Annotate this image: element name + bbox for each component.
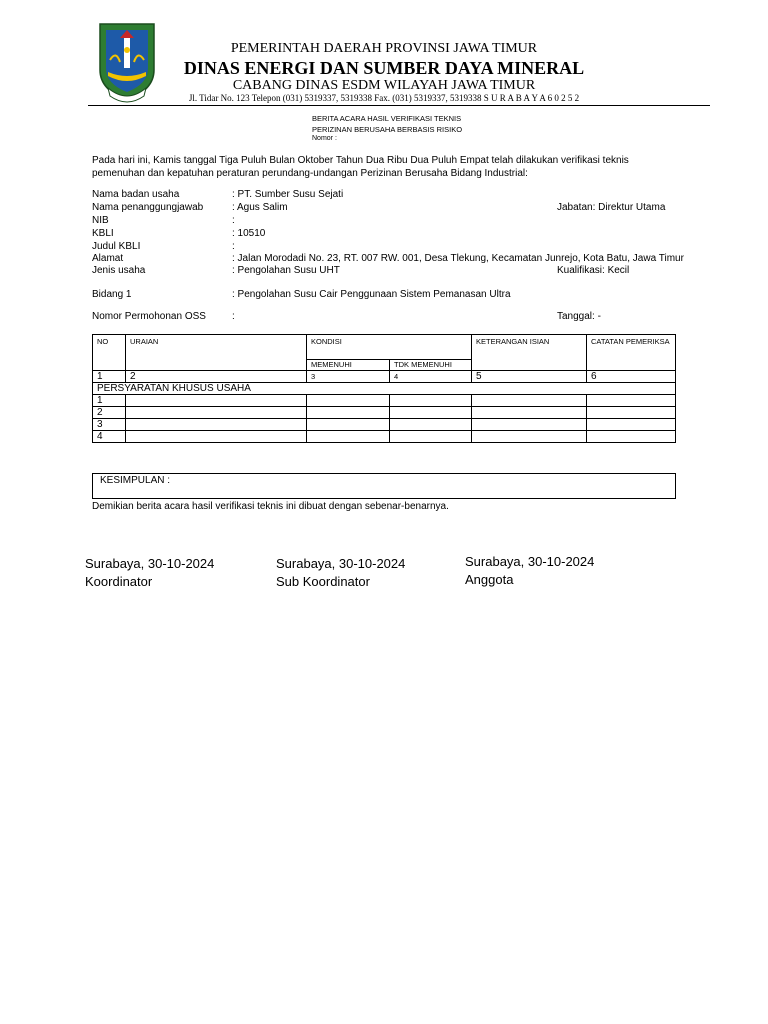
header-kondisi: KONDISI xyxy=(307,335,472,360)
signature-sub-koordinator xyxy=(276,555,405,591)
section-title: PERSYARATAN KHUSUS USAHA xyxy=(93,383,676,395)
table-row xyxy=(93,395,676,407)
row-number: 4 xyxy=(93,431,126,443)
kesimpulan-label: KESIMPULAN : xyxy=(100,475,171,486)
province-logo xyxy=(94,20,160,104)
row-number: 2 xyxy=(93,407,126,419)
header-uraian: URAIAN xyxy=(126,335,307,371)
oss-value: : xyxy=(232,311,235,322)
nib-value: : xyxy=(232,215,235,226)
alamat-value: : Jalan Morodadi No. 23, RT. 007 RW. 001, Desa Tlekung, Kecamatan Junrejo, Kota Batu, Jawa Timur xyxy=(232,253,684,264)
header-government: PEMERINTAH DAERAH PROVINSI JAWA TIMUR xyxy=(230,41,538,56)
closing-statement: Demikian berita acara hasil verifikasi teknis ini dibuat dengan sebenar-benarnya. xyxy=(92,501,449,512)
alamat-label: Alamat xyxy=(92,253,124,264)
judul-kbli-value: : xyxy=(232,241,235,252)
jabatan: Jabatan: Direktur Utama xyxy=(557,202,666,213)
row-number: 3 xyxy=(93,419,126,431)
jenis-usaha-label: Jenis usaha xyxy=(92,265,146,276)
jenis-usaha-value: : Pengolahan Susu UHT xyxy=(232,265,340,276)
header-keterangan: KETERANGAN ISIAN xyxy=(472,335,587,371)
number-cell: 3 xyxy=(307,371,390,383)
header-agency: DINAS ENERGI DAN SUMBER DAYA MINERAL xyxy=(183,58,585,78)
verification-table xyxy=(92,334,676,443)
number-cell: 1 xyxy=(93,371,126,383)
nama-badan-value: : PT. Sumber Susu Sejati xyxy=(232,189,344,200)
table-section-row xyxy=(93,383,676,395)
penanggungjawab-value: : Agus Salim xyxy=(232,202,288,213)
judul-kbli-label: Judul KBLI xyxy=(92,241,141,252)
header-branch: CABANG DINAS ESDM WILAYAH JAWA TIMUR xyxy=(232,78,536,93)
number-cell: 2 xyxy=(126,371,307,383)
table-header-row xyxy=(93,335,676,360)
header-rule xyxy=(88,105,710,106)
doc-subtitle: PERIZINAN BERUSAHA BERBASIS RISIKO xyxy=(312,125,463,134)
kbli-label: KBLI xyxy=(92,228,114,239)
table-row xyxy=(93,431,676,443)
tanggal: Tanggal: - xyxy=(557,311,601,322)
intro-paragraph: Pada hari ini, Kamis tanggal Tiga Puluh Bulan Oktober Tahun Dua Ribu Dua Puluh Empat telah dilakukan verifikasi teknis pemenuhan dan kepatuhan peraturan perundang-undangan Perizinan Berusaha Bidang Industrial: xyxy=(92,155,629,179)
kualifikasi: Kualifikasi: Kecil xyxy=(557,265,630,276)
signature-date: Surabaya, 30-10-2024 xyxy=(276,556,406,571)
kesimpulan-box xyxy=(92,473,676,499)
doc-title: BERITA ACARA HASIL VERIFIKASI TEKNIS xyxy=(312,114,462,123)
nama-badan-label: Nama badan usaha xyxy=(92,189,180,200)
signature-date: Surabaya, 30-10-2024 xyxy=(85,556,215,571)
signature-role: Anggota xyxy=(465,572,514,587)
table-row xyxy=(93,419,676,431)
kbli-value: : 10510 xyxy=(232,228,266,239)
bidang-label: Bidang 1 xyxy=(92,289,132,300)
header-address: Jl. Tidar No. 123 Telepon (031) 5319337, 5319338 Fax. (031) 5319337, 5319338 S U R A B A Y A 6 0 2 5 2 xyxy=(188,93,580,103)
number-cell: 6 xyxy=(587,371,676,383)
header-no: NO xyxy=(93,335,126,371)
number-cell: 5 xyxy=(472,371,587,383)
bidang-value: : Pengolahan Susu Cair Penggunaan Sistem Pemanasan Ultra xyxy=(232,289,511,300)
doc-number: Nomor : xyxy=(312,135,337,142)
header-catatan: CATATAN PEMERIKSA xyxy=(587,335,676,371)
signature-role: Sub Koordinator xyxy=(276,574,370,589)
signature-role: Koordinator xyxy=(85,574,153,589)
signature-date: Surabaya, 30-10-2024 xyxy=(465,554,595,569)
oss-label: Nomor Permohonan OSS xyxy=(92,311,206,322)
penanggungjawab-label: Nama penanggungjawab xyxy=(92,202,204,213)
header-memenuhi: MEMENUHI xyxy=(307,360,390,371)
table-number-row xyxy=(93,371,676,383)
number-cell: 4 xyxy=(390,371,472,383)
header-tdk-memenuhi: TDK MEMENUHI xyxy=(390,360,472,371)
signature-koordinator xyxy=(85,555,214,591)
row-number: 1 xyxy=(93,395,126,407)
nib-label: NIB xyxy=(92,215,109,226)
signature-anggota xyxy=(465,553,594,589)
table-row xyxy=(93,407,676,419)
